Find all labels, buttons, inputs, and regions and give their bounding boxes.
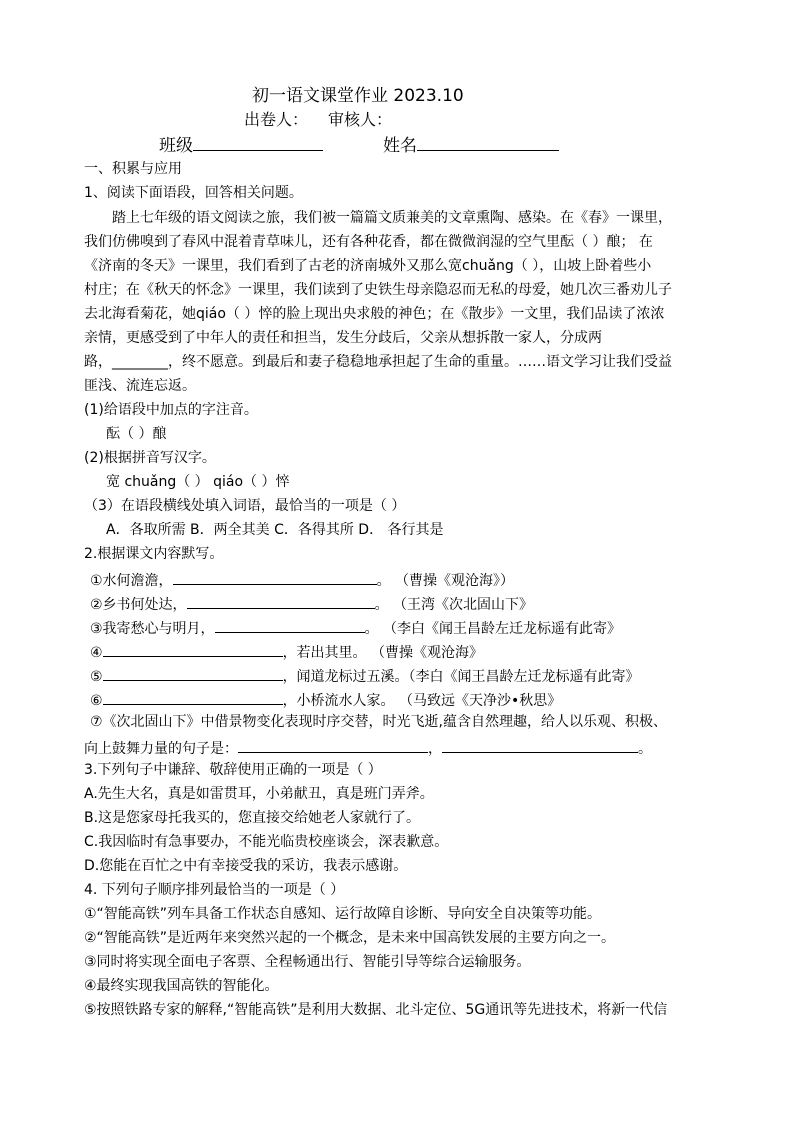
reviewer-label: 审核人： xyxy=(328,110,393,129)
recitation-pre: ②乡书何处达， xyxy=(90,597,187,613)
passage-line: 路，________，终不愿意。到最后和妻子稳稳地承担起了生命的重量。……语文学习让我们受益 xyxy=(84,354,672,370)
passage-line: 踏上七年级的语文阅读之旅，我们被一篇篇文质兼美的文章熏陶、感染。在《春》一课里， xyxy=(112,210,672,226)
class-label xyxy=(159,134,323,156)
recitation-post: 。 （王湾《次北固山下》 xyxy=(374,597,534,613)
q2-stem: 2.根据课文内容默写。 xyxy=(84,546,224,562)
item7-blank-1[interactable] xyxy=(238,736,428,753)
passage-line: 我们仿佛嗅到了春风中混着青草味儿，还有各种花香，都在微微润湿的空气里酝（ ）酿； 在 xyxy=(84,234,653,250)
recitation-blank[interactable] xyxy=(103,640,283,657)
recitation-item xyxy=(90,664,640,686)
q4-item: ⑤按照铁路专家的解释,“智能高铁”是利用大数据、北斗定位、5G通讯等先进技术，将新一代信 xyxy=(84,1002,668,1018)
q4-item: ③同时将实现全面电子客票、全程畅通出行、智能引导等综合运输服务。 xyxy=(84,954,531,970)
name-label-text: 姓名 xyxy=(383,136,417,156)
recitation-blank[interactable] xyxy=(103,688,283,705)
recitation-item xyxy=(90,640,483,662)
name-field[interactable] xyxy=(417,134,559,151)
recitation-item-7-answer xyxy=(84,736,652,758)
recitation-post: ，小桥流水人家。 （马致远《天净沙•秋思》 xyxy=(282,693,562,709)
q3-option: B.这是您家母托我买的，您直接交给她老人家就行了。 xyxy=(84,810,421,826)
recitation-blank[interactable] xyxy=(215,616,365,633)
item7-prompt: 向上鼓舞力量的句子是： xyxy=(84,741,238,757)
q3-stem: 3.下列句子中谦辞、敬辞使用正确的一项是（ ） xyxy=(84,762,382,778)
recitation-post: 。 （李白《闻王昌龄左迁龙标遥有此寄》 xyxy=(364,621,622,637)
recitation-pre: ⑥ xyxy=(90,693,103,709)
recitation-pre: ①水何澹澹， xyxy=(90,573,173,589)
class-label-text: 班级 xyxy=(159,136,193,156)
setter-label: 出卷人： xyxy=(244,110,309,129)
recitation-blank[interactable] xyxy=(187,592,375,609)
q1-sub3-options: A．各取所需 B．两全其美 C．各得其所 D． 各行其是 xyxy=(106,522,444,538)
recitation-pre: ③我寄愁心与明月， xyxy=(90,621,215,637)
recitation-post: ，闻道龙标过五溪。（李白《闻王昌龄左迁龙标遥有此寄》 xyxy=(282,669,640,685)
item7-blank-2[interactable] xyxy=(442,736,638,753)
recitation-item-7: ⑦《次北固山下》中借景物变化表现时序交替，时光飞逝,蕴含自然理趣，给人以乐观、积极、 xyxy=(90,714,667,730)
q3-option: D.您能在百忙之中有幸接受我的采访，我表示感谢。 xyxy=(84,858,408,874)
name-label xyxy=(383,134,559,156)
recitation-item xyxy=(90,616,621,638)
section-heading: 一、积累与应用 xyxy=(84,161,182,177)
recitation-post: 。 （曹操《观沧海》） xyxy=(376,573,515,589)
passage-line: 《济南的冬天》一课里，我们看到了古老的济南城外又那么宽chuǎng（ ），山坡上卧着些小 xyxy=(84,258,652,274)
passage-line: 匪浅、流连忘返。 xyxy=(84,378,196,394)
recitation-pre: ⑤ xyxy=(90,669,103,685)
q1-sub2: (2)根据拼音写汉字。 xyxy=(84,450,216,466)
item7-end: 。 xyxy=(638,741,652,757)
q3-option: C.我因临时有急事要办，不能光临贵校座谈会，深表歉意。 xyxy=(84,834,449,850)
item7-separator: ， xyxy=(428,741,442,757)
q1-stem: 1、阅读下面语段，回答相关问题。 xyxy=(84,185,303,201)
q1-sub3: （3）在语段横线处填入词语，最恰当的一项是（ ） xyxy=(84,498,406,514)
recitation-item xyxy=(90,568,514,590)
q1-sub2-item: 宽 chuǎng（ ） qiáo（ ）悴 xyxy=(106,474,290,490)
recitation-post: ，若出其里。 （曹操《观沧海》 xyxy=(282,645,484,661)
recitation-item xyxy=(90,592,533,614)
q3-option: A.先生大名，真是如雷贯耳，小弟献丑，真是班门弄斧。 xyxy=(84,786,434,802)
recitation-pre: ④ xyxy=(90,645,103,661)
page-title: 初一语文课堂作业 2023.10 xyxy=(252,86,464,106)
passage-line: 去北海看菊花，她qiáo（ ）悴的脸上现出央求般的神色；在《散步》一文里，我们品读了浓浓 xyxy=(84,306,665,322)
q1-sub1: (1)给语段中加点的字注音。 xyxy=(84,402,258,418)
recitation-blank[interactable] xyxy=(103,664,283,681)
passage-line: 村庄；在《秋天的怀念》一课里，我们读到了史铁生母亲隐忍而无私的母爱，她几次三番劝儿子 xyxy=(84,282,672,298)
class-field[interactable] xyxy=(193,134,323,151)
passage-line: 亲情，更感受到了中年人的责任和担当，发生分歧后，父亲从想拆散一家人，分成两 xyxy=(84,330,602,346)
q4-item: ①“智能高铁”列车具备工作状态自感知、运行故障自诊断、导向安全自决策等功能。 xyxy=(84,906,602,922)
q4-item: ④最终实现我国高铁的智能化。 xyxy=(84,978,279,994)
recitation-item xyxy=(90,688,561,710)
q4-stem: 4. 下列句子顺序排列最恰当的一项是（ ） xyxy=(84,882,345,898)
q4-item: ②“智能高铁”是近两年来突然兴起的一个概念，是未来中国高铁发展的主要方向之一。 xyxy=(84,930,616,946)
q1-sub1-item: 酝（ ）酿 xyxy=(106,426,167,442)
recitation-blank[interactable] xyxy=(173,568,377,585)
